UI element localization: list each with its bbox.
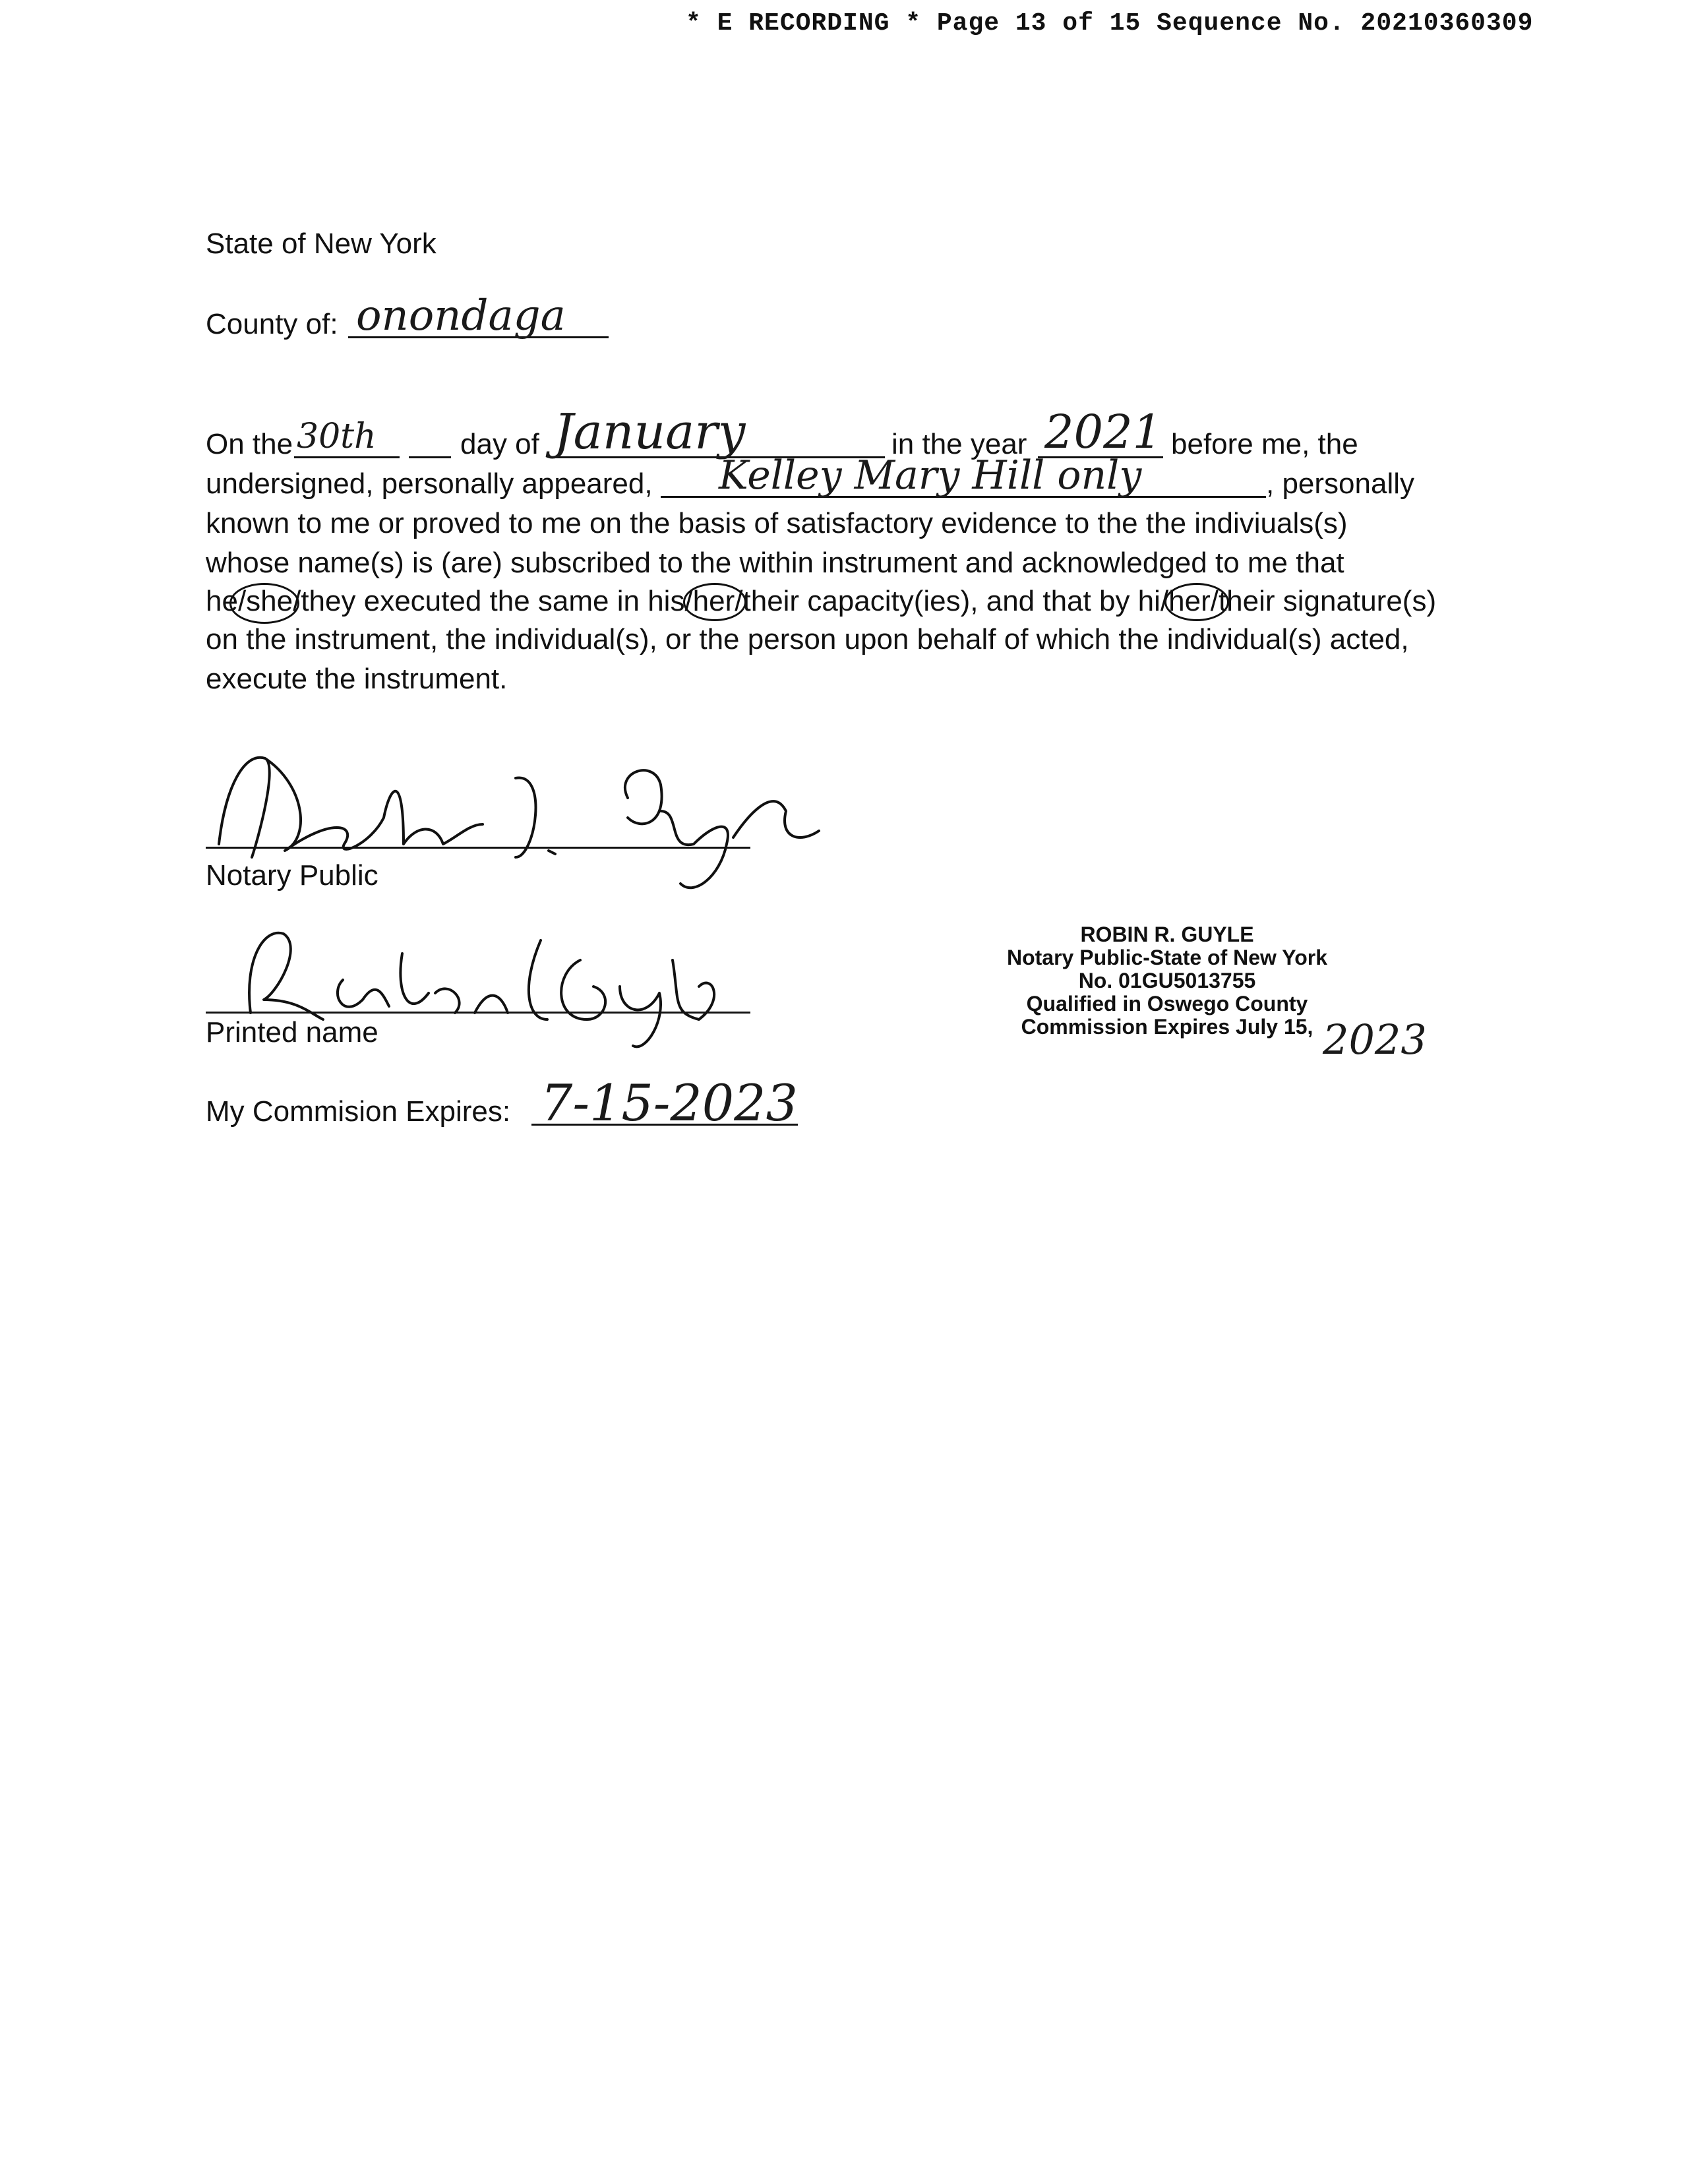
commission-label: My Commision Expires: [206,1095,511,1128]
stamp-commission: Commission Expires July 15, [1021,1015,1313,1039]
line3: known to me or proved to me on the basis of satisfactory evidence to the the indiviuals(s) [206,507,1348,539]
year-handwritten: 2021 [1044,405,1162,459]
day-underline [294,456,400,458]
her-circle-mark-2 [1164,583,1229,621]
line1-in-the-year: in the year [891,428,1027,460]
county-label: County of: [206,308,338,340]
notary-stamp [976,923,1358,1039]
stamp-number: No. 01GU5013755 [1078,969,1256,992]
line1-day-of: day of [460,428,539,460]
notary-public-label: Notary Public [206,859,378,892]
day-handwritten: 30th [297,417,377,456]
printed-name-label: Printed name [206,1016,378,1048]
day-underline-2 [409,456,451,458]
her-circle-mark-1 [683,583,746,621]
line2-personally: , personally [1266,468,1415,500]
notary-signature-line [206,847,750,849]
month-handwritten: January [554,404,746,460]
appeared-handwritten: Kelley Mary Hill only [719,452,1142,499]
line2-undersigned: undersigned, personally appeared, [206,468,653,500]
commission-handwritten: 7-15-2023 [541,1074,798,1132]
state-label: State of New York [206,228,437,260]
county-handwritten: onondaga [356,291,566,340]
line6: on the instrument, the individual(s), or the person upon behalf of which the individual(s) acted, [206,623,1409,655]
line1-on-the: On the [206,428,293,460]
line5: he/she/they executed the same in his/her/their capacity(ies), and that by hi/her/their signature(s) [206,585,1437,617]
stamp-qualified: Qualified in Oswego County [1026,992,1308,1016]
stamp-name: ROBIN R. GUYLE [1080,923,1254,946]
stamp-title: Notary Public-State of New York [1006,946,1328,969]
recording-header: * E RECORDING * Page 13 of 15 Sequence No. 20210360309 [686,9,1534,38]
stamp-handwritten-year: 2023 [1323,1016,1427,1064]
line1-before-me: before me, the [1171,428,1358,460]
line4: whose name(s) is (are) subscribed to the within instrument and acknowledged to me that [206,547,1344,579]
line7: execute the instrument. [206,663,508,695]
she-circle-mark [229,583,299,624]
